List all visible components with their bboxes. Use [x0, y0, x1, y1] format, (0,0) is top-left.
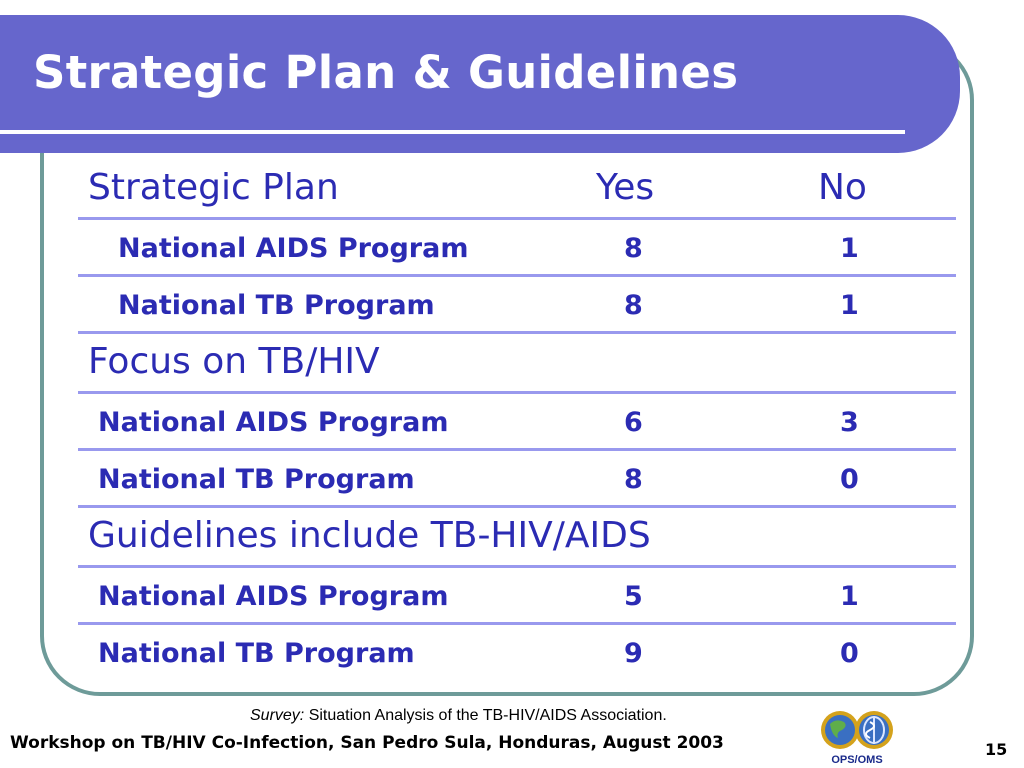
yes-value: 5 [624, 581, 643, 612]
survey-prefix: Survey: [250, 707, 305, 724]
section-header-focus [78, 334, 956, 394]
section-heading: Guidelines include TB-HIV/AIDS [88, 515, 651, 556]
row-label: National TB Program [98, 638, 415, 669]
table-row [78, 451, 956, 508]
no-value: 0 [840, 464, 859, 495]
table-row [78, 277, 956, 334]
title-underline [0, 130, 905, 134]
no-value: 1 [840, 581, 859, 612]
table-row [78, 394, 956, 451]
yes-value: 6 [624, 407, 643, 438]
row-label: National AIDS Program [98, 407, 449, 438]
survey-citation [250, 707, 667, 725]
section-heading: Focus on TB/HIV [88, 341, 380, 382]
no-column-header: No [818, 167, 867, 208]
section-header-strategic-plan [78, 160, 956, 220]
slide-title: Strategic Plan & Guidelines [33, 46, 739, 99]
section-heading: Strategic Plan [88, 167, 339, 208]
no-value: 0 [840, 638, 859, 669]
globe-logo-icon [812, 708, 902, 754]
row-label: National TB Program [118, 290, 435, 321]
survey-text: Situation Analysis of the TB-HIV/AIDS Association. [304, 707, 667, 724]
yes-value: 9 [624, 638, 643, 669]
workshop-footer: Workshop on TB/HIV Co-Infection, San Pedro Sula, Honduras, August 2003 [10, 733, 724, 753]
yes-column-header: Yes [596, 167, 655, 208]
yes-value: 8 [624, 290, 643, 321]
no-value: 1 [840, 290, 859, 321]
logo-text: OPS/OMS [831, 754, 883, 766]
row-label: National TB Program [98, 464, 415, 495]
table-row [78, 220, 956, 277]
section-header-guidelines [78, 508, 956, 568]
yes-value: 8 [624, 233, 643, 264]
no-value: 1 [840, 233, 859, 264]
no-value: 3 [840, 407, 859, 438]
table-row [78, 625, 956, 682]
results-table [78, 160, 956, 682]
table-row [78, 568, 956, 625]
page-number: 15 [985, 740, 1008, 759]
ops-oms-logo [812, 708, 902, 766]
row-label: National AIDS Program [98, 581, 449, 612]
yes-value: 8 [624, 464, 643, 495]
row-label: National AIDS Program [118, 233, 469, 264]
